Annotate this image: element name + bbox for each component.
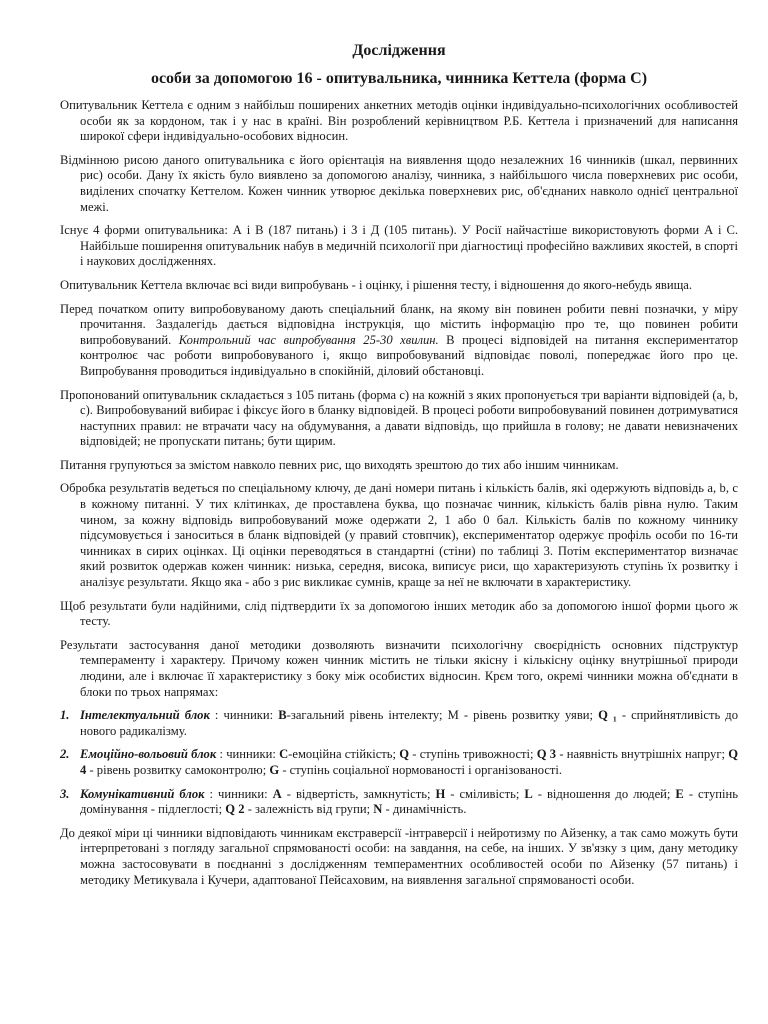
factor-desc: - ступінь домінування - підлеглості;	[80, 786, 738, 817]
paragraph-grouping: Питання групуються за змістом навколо певних рис, що виходять зрештою до тих або іншим чинникам.	[60, 457, 619, 472]
block-sep: : чинники:	[209, 708, 279, 723]
paragraph-procedure	[60, 302, 738, 380]
factor-desc: -загальний рівень інтелекту; М - рівень розвитку уяви;	[286, 708, 599, 723]
factor-desc: - відвертість, замкнутість;	[281, 786, 436, 801]
paragraph-eysenck: До деякої міри ці чинники відповідають чинникам екстраверсії -інтраверсії і нейротизму по Айзенку, а так само можуть бути інтерпретовані з погляду загальної спрямованості особи: на завдання, на себе, на інших. У зв'язку з цим, дану методику можна застосовувати в поєднанні з дослідженням темпераментних особливостей особи по Айзенку (57 питань) і методику Метикувала і Кучери, адаптованої Пейсаховим, на виявлення загальної спрямованості особи.	[60, 825, 738, 887]
paragraph-reliability: Щоб результати були надійними, слід підтвердити їх за допомогою інших методик або за допомогою іншої форми цього ж тесту.	[60, 598, 738, 629]
factor-desc: - відношення до людей;	[532, 786, 676, 801]
block-name: Емоційно-вольовий блок	[80, 747, 217, 762]
factor-desc: - залежність від групи;	[244, 802, 374, 817]
factor-desc: - сміливість;	[445, 786, 525, 801]
factor-block-communicative	[60, 787, 738, 818]
procedure-text-a: Перед початком опиту випробовуваному дають спеціальний бланк, на якому він повинен робити певні позначки, у міру прочитання. Заздалегідь дається відповідна інструкція, що містить інформацію про те, що повинен робити випробовуваний.	[60, 301, 738, 347]
factor-key: А	[272, 786, 282, 801]
block-name: Інтелектуальний блок	[80, 708, 210, 723]
factor-key: Q	[399, 747, 410, 762]
list-number: 1.	[60, 708, 70, 723]
paragraph-forms: Існує 4 форми опитувальника: А і В (187 питань) і З і Д (105 питань). У Росії найчастіше використовують форми А і С. Найбільше поширення опитувальник набув в медичній психології при діагностиці професійно важливих якостей, в спорті і наукових дослідженнях.	[60, 223, 738, 269]
document-subtitle: особи за допомогою 16 - опитувальника, чинника Кеттела (форма С)	[150, 70, 648, 87]
paragraph-questionnaire: Пропонований опитувальник складається з 105 питань (форма с) на кожній з яких пропонується три варіанти відповідей (а, b, с). Випробовуваний вибирає і фіксує його в бланку відповідей. В процесі роботи випробовуваний повинен дотримуватися наступних правил: не втрачати часу на обдумування, а давати відповідь, що прийшла в голову; не давати невизначених відповідей; не пропускати питань; бути щирим.	[60, 387, 738, 449]
factor-desc: -емоційна стійкість;	[288, 747, 400, 762]
factor-key: В	[278, 708, 287, 723]
factor-key: Н	[435, 786, 446, 801]
list-number: 2.	[60, 747, 70, 762]
factor-key: Q ₁	[598, 708, 617, 723]
factor-desc: - ступінь соціальної нормованості і організованості.	[279, 762, 563, 777]
factor-desc: - рівень розвитку самоконтролю;	[86, 762, 270, 777]
block-sep: : чинники:	[216, 747, 280, 762]
factor-desc: - сприйнятливість до нового радикалізму.	[80, 708, 739, 738]
factor-key: N	[373, 802, 383, 817]
control-time-note: Контрольний час випробування 25-30 хвилин.	[178, 332, 439, 347]
document-title: Дослідження	[352, 42, 446, 59]
factor-key: С	[279, 747, 289, 762]
procedure-text-c: В процесі відповідей на питання експериментатор контролює час роботи випробовуваного і, якщо випробовуваний відповідає поволі, попереджає його про це. Випробування проводиться індивідуально в спокійній, діловий обстановці.	[80, 332, 738, 378]
factor-key: Q 2	[225, 802, 245, 817]
paragraph-factors: Відмінною рисою даного опитувальника є його орієнтація на виявлення щодо незалежних 16 чинників (шкал, первинних рис) особи. Дану їх якість було виявлено за допомогою аналізу, чинника, з найбільшого числа поверхневих рис особи, виділених спочатку Кеттелом. Кожен чинник утворює декілька поверхневих рис, об'єднаних навколо однієї центральної межі.	[60, 152, 738, 214]
paragraph-intro: Опитувальник Кеттела є одним з найбільш поширених анкетних методів оцінки індивідуально-психологічних особливостей особи як за кордоном, так і у нас в країні. Він розроблений керівництвом Р.Б. Кеттела і призначений для написання широкої сфери індивідуально-особових відносин.	[60, 98, 738, 144]
factor-key: Q 4	[80, 747, 738, 777]
factor-key: G	[269, 762, 280, 777]
paragraph-results: Результати застосування даної методики дозволяють визначити психологічну своєрідність основних підструктур темпераменту і характеру. Причому кожен чинник містить не тільки якісну і кількісну оцінку внутрішньої природи людини, але і включає її характеристику з боку між особистих відносин. Крєм того, окремі чинники можна об'єднати в блоки по трьох напрямах:	[60, 637, 738, 699]
factor-block-emotional	[60, 747, 738, 778]
factor-block-intellectual	[60, 708, 738, 739]
factor-desc: - наявність внутрішніх напруг;	[556, 747, 729, 762]
factor-key: Q 3	[536, 747, 557, 762]
list-number: 3.	[60, 786, 70, 801]
factor-blocks-list	[60, 708, 738, 818]
block-sep: : чинники:	[204, 786, 273, 801]
paragraph-processing: Обробка результатів ведеться по спеціальному ключу, де дані номери питань і кількість балів, які одержують відповідь а, b, с в кожному питанні. У тих клітинках, де проставлена буква, що позначає чинник, кількість балів рівна нулю. Таким чином, за кожну відповідь випробовуваний може одержати 2, 1 або 0 бал. Кількість балів по кожному чиннику підсумовується і заноситься в бланк відповідей (у правий стовпчик), експериментатор одержує профіль особи по 16-ти чинниках в сирих оцінках. Ці оцінки переводяться в стандартні (стіни) по таблиці 3. Потім експериментатор визначає який розвиток одержав кожен чинник: низька, середня, висока, виписує риси, що характеризують ступінь їх розвитку і аналізує результати. Якщо яка - або з рис викликає сумнів, краще за неї не включати в характеристику.	[60, 481, 738, 590]
block-name: Комунікативний блок	[80, 786, 205, 801]
factor-desc: - ступінь тривожності;	[409, 747, 537, 762]
paragraph-test-types: Опитувальник Кеттела включає всі види випробувань - і оцінку, і рішення тесту, і відношення до якого-небудь явища.	[60, 277, 693, 292]
factor-key: L	[524, 786, 533, 801]
factor-key: Е	[675, 786, 684, 801]
factor-desc: - динамічність.	[382, 802, 467, 817]
